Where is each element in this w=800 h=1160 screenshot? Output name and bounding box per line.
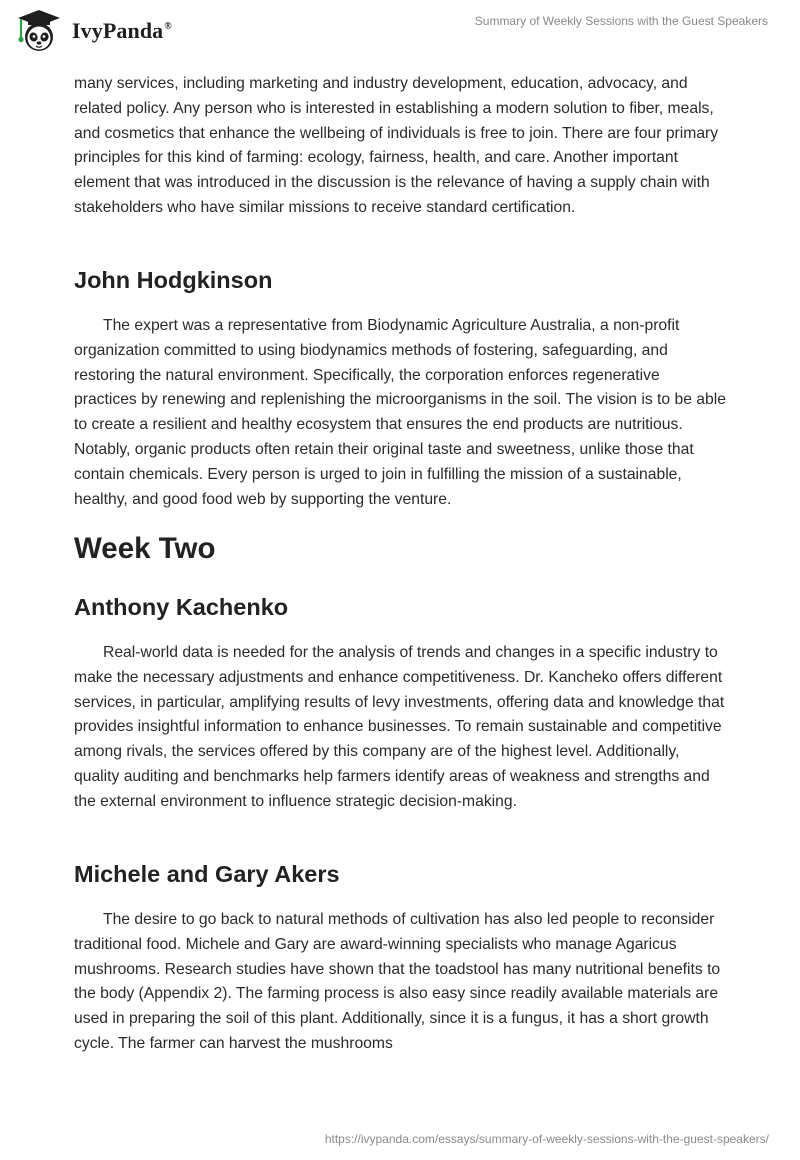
section-paragraph: The desire to go back to natural methods of cultivation has also led people to reconsider traditional food. Michele and Gary are award-winning specialists who manage Agaricus mushrooms. Research studies have shown that the toadstool has many nutritional benefits to the body (Appendix 2). The farming process is also easy since readily available materials are used in preparing the soil of this plant. Additionally, since it is a fungus, it has a short growth cycle. The farmer can harvest the mushrooms — [74, 911, 721, 1052]
week-heading: Week Two — [74, 532, 216, 565]
intro-paragraph: many services, including marketing and industry development, education, advocacy, and related policy. Any person who is interested in establishing a modern solution to fiber, meals, and cosmetics that enhance the wellbeing of individuals is free to join. There are four primary principles for this kind of farming: ecology, fairness, health, and care. Another important element that was introduced in the discussion is the relevance of having a supply chain with stakeholders who have similar missions to receive standard certification. — [74, 75, 719, 216]
section-paragraph: Real-world data is needed for the analysis of trends and changes in a specific industry to make the necessary adjustments and enhance competitiveness. Dr. Kancheko offers different services, in particular, amplifying results of levy investments, offering data and knowledge that provides insightful information to enhance businesses. To remain sustainable and competitive among rivals, the services offered by this company are of the highest level. Additionally, quality auditing and benchmarks help farmers identify areas of weakness and strengths and the external environment to influence strategic decision-making. — [74, 644, 725, 810]
section-heading: Anthony Kachenko — [74, 594, 289, 620]
section-heading: John Hodgkinson — [74, 267, 273, 293]
section-michele-gary-akers-body — [74, 908, 726, 1057]
section-paragraph: The expert was a representative from Biodynamic Agriculture Australia, a non-profit organization committed to using biodynamics methods of fostering, safeguarding, and restoring the natural environment. Specifically, the corporation enforces regenerative practices by renewing and replenishing the microorganisms in the soil. The vision is to be able to create a resilient and healthy ecosystem that ensures the end products are nutritious. Notably, organic products often retain their original taste and sweetness, unlike those that contain chemicals. Every person is urged to join in fulfilling the mission of a sustainable, healthy, and good food web by supporting the venture. — [74, 317, 726, 508]
panda-graduate-icon — [15, 8, 63, 54]
section-heading: Michele and Gary Akers — [74, 861, 340, 887]
document-title: Summary of Weekly Sessions with the Guest Speakers — [474, 14, 768, 28]
section-anthony-kachenko — [74, 592, 726, 622]
section-michele-gary-akers — [74, 859, 726, 889]
week-two-block — [74, 531, 726, 567]
section-john-hodgkinson — [74, 265, 726, 295]
footer-source-link[interactable]: https://ivypanda.com/essays/summary-of-weekly-sessions-with-the-guest-speakers/ — [324, 1132, 769, 1146]
section-anthony-kachenko-body — [74, 641, 726, 815]
brand-name: IvyPanda® — [72, 18, 172, 43]
section-john-hodgkinson-body — [74, 314, 726, 512]
brand-logo[interactable] — [15, 8, 172, 54]
intro-block — [74, 72, 726, 221]
